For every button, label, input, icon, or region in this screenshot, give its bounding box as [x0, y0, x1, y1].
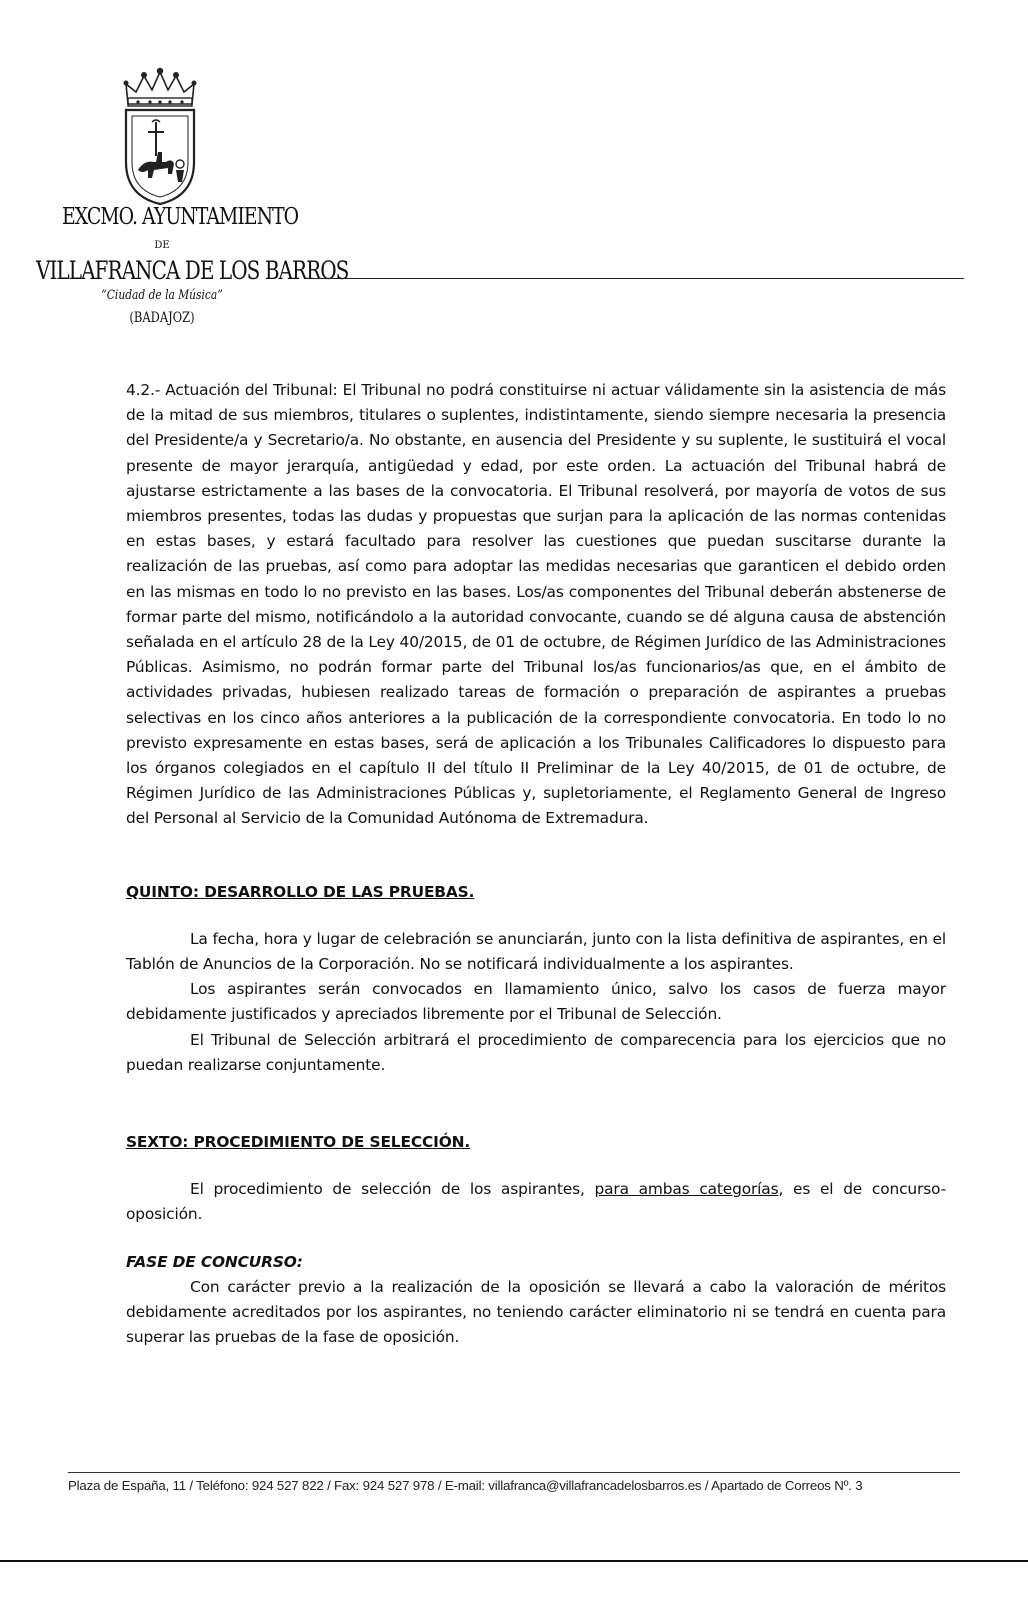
sexto-p1-before: El procedimiento de selección de los aspirantes, [190, 1180, 595, 1199]
document-body [126, 378, 946, 1351]
quinto-paragraph-3: El Tribunal de Selección arbitrará el procedimiento de comparecencia para los ejercicios que no puedan realizarse conjuntamente. [126, 1030, 946, 1074]
org-motto: “Ciudad de la Música” [101, 288, 223, 303]
sexto-paragraph-2: Con carácter previo a la realización de la oposición se llevará a cabo la valoración de méritos debidamente acreditados por los aspirantes, no teniendo carácter eliminatorio ni se tendrá en cuenta para superar las pruebas de la fase de oposición. [126, 1277, 946, 1347]
subheading-fase-concurso: FASE DE CONCURSO: [126, 1252, 303, 1271]
sexto-paragraph-1 [126, 1177, 946, 1227]
section-heading-sexto: SEXTO: PROCEDIMIENTO DE SELECCIÓN. [126, 1133, 471, 1152]
org-name-de: DE [154, 240, 170, 251]
quinto-paragraph-2: Los aspirantes serán convocados en llamamiento único, salvo los casos de fuerza mayor debidamente justificados y apreciados libremente por el Tribunal de Selección. [126, 980, 946, 1024]
sexto-p1-underlined: para ambas categorías [594, 1180, 779, 1199]
footer-divider [68, 1472, 960, 1473]
footer-contact: Plaza de España, 11 / Teléfono: 924 527 822 / Fax: 924 527 978 / E-mail: villafranca@villafrancadelosbarros.es / Apartado de Correos Nº. 3 [68, 1478, 863, 1493]
page-bottom-rule [0, 1560, 1028, 1562]
coat-of-arms-icon [118, 66, 202, 206]
org-province: (BADAJOZ) [129, 310, 195, 326]
org-name-line1: EXCMO. AYUNTAMIENTO [61, 204, 299, 230]
tribunal-paragraph: 4.2.- Actuación del Tribunal: El Tribunal no podrá constituirse ni actuar válidamente sin la asistencia de más de la mitad de sus miembros, titulares o suplentes, indistintamente, siendo siempre necesaria la presencia del Presidente/a y Secretario/a. No obstante, en ausencia del Presidente y su suplente, le sustituirá el vocal presente de mayor jerarquía, antigüedad y edad, por este orden. La actuación del Tribunal habrá de ajustarse estrictamente a las bases de la convocatoria. El Tribunal resolverá, por mayoría de votos de sus miembros presentes, todas las dudas y propuestas que surjan para la aplicación de las normas contenidas en estas bases, y estará facultado para resolver las cuestiones que puedan suscitarse durante la realización de las pruebas, así como para adoptar las medidas necesarias que garanticen el debido orden en las mismas en todo lo no previsto en las bases. Los/as componentes del Tribunal deberán abstenerse de formar parte del mismo, notificándolo a la autoridad convocante, cuando se dé alguna causa de abstención señalada en el artículo 28 de la Ley 40/2015, de 01 de octubre, de Régimen Jurídico de las Administraciones Públicas. Asimismo, no podrán formar parte del Tribunal los/as funcionarios/as que, en el ámbito de actividades privadas, hubiesen realizado tareas de formación o preparación de aspirantes a pruebas selectivas en los cinco años anteriores a la publicación de la correspondiente convocatoria. En todo lo no previsto expresamente en estas bases, será de aplicación a los Tribunales Calificadores lo dispuesto para los órganos colegiados en el capítulo II del título II Preliminar de la Ley 40/2015, de 01 de octubre, de Régimen Jurídico de las Administraciones Públicas y, supletoriamente, el Reglamento General de Ingreso del Personal al Servicio de la Comunidad Autónoma de Extremadura. [126, 381, 946, 828]
sexto-p1-after: , es el de concurso-oposición. [126, 1180, 947, 1224]
header-divider [306, 278, 964, 279]
section-heading-quinto: QUINTO: DESARROLLO DE LAS PRUEBAS. [126, 882, 475, 901]
org-name-line2: VILLAFRANCA DE LOS BARROS [36, 256, 349, 285]
quinto-paragraph-1: La fecha, hora y lugar de celebración se anunciarán, junto con la lista definitiva de aspirantes, en el Tablón de Anuncios de la Corporación. No se notificará individualmente a los aspirantes. [126, 929, 946, 974]
